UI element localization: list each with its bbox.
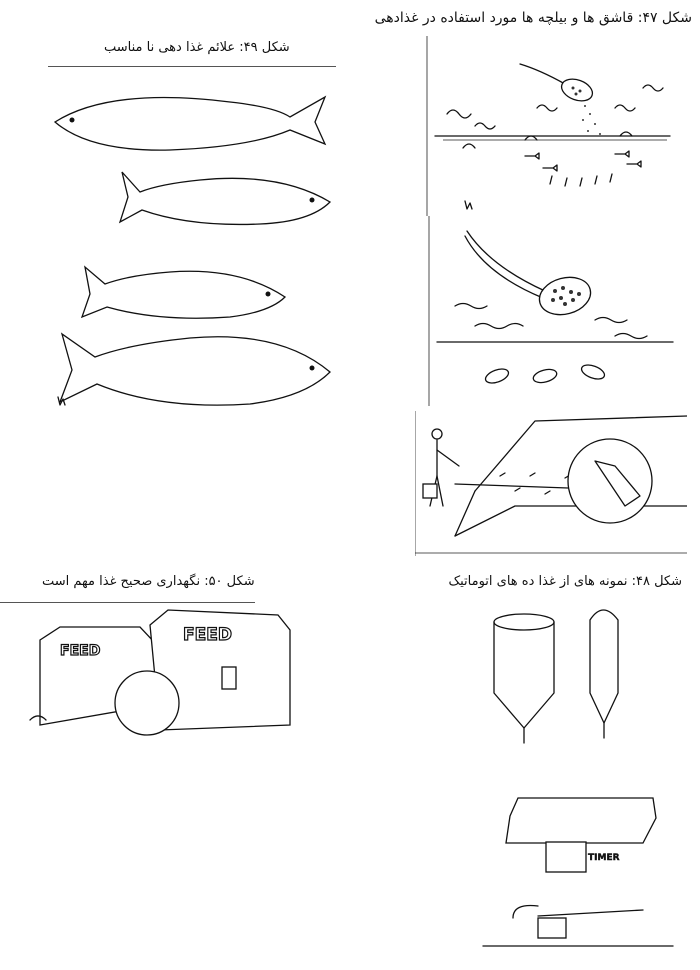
figure-50-caption: شکل ۵۰: نگهداری صحیح غذا مهم است (42, 574, 255, 589)
fish-1 (55, 97, 325, 150)
hopper-feeder (590, 610, 618, 738)
timer-label: TIMER (588, 853, 620, 863)
farmer-pond-scene (423, 416, 687, 536)
figure-49-divider (48, 66, 336, 67)
figure-48-illustration (478, 598, 678, 970)
figure-50-illustration (0, 605, 300, 740)
big-spoon-scene (437, 231, 673, 386)
figure-47-illustration (415, 36, 687, 556)
figure-50-divider (0, 602, 255, 603)
figure-47-caption: شکل ۴۷: قاشق ها و بیلچه ها مورد استفاده در غذادهی (374, 10, 692, 26)
fish-4 (60, 334, 330, 405)
fish-group-small (484, 362, 607, 385)
belt-feeder (506, 798, 656, 872)
pendulum-feeder (494, 614, 554, 743)
demand-feeder (483, 906, 673, 947)
fish-3 (82, 267, 285, 318)
figure-48-caption: شکل ۴۸: نمونه های از غذا ده های اتوماتیک (448, 574, 682, 589)
feed-label-left: FEED (60, 643, 101, 659)
fish-2 (120, 172, 330, 224)
feed-label-right: FEED (183, 625, 232, 645)
spoon-sprinkle-scene (435, 64, 670, 209)
figure-49-caption: شکل ۴۹: علائم غذا دهی نا مناسب (104, 40, 290, 55)
mouse-magnifier (115, 671, 179, 735)
figure-49-illustration (50, 72, 340, 422)
